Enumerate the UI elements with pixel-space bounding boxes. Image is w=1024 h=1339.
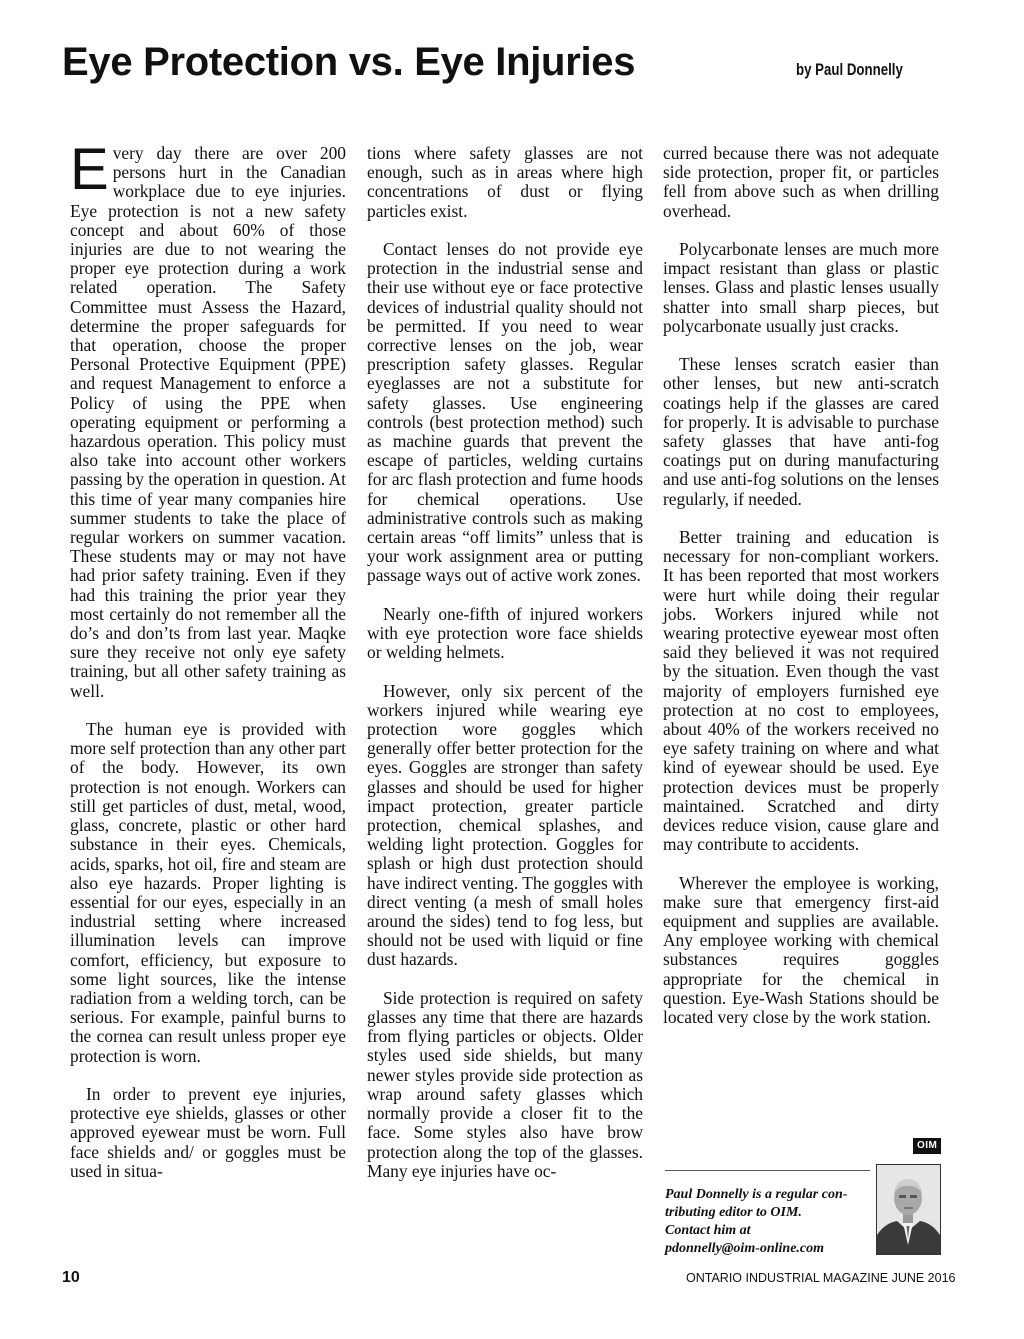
- paragraph: Contact lenses do not provide eye protection in the industrial sense and their use without eye or face protective devices of industrial quality should not be permitted. If you need to wear corrective lenses on the job, wear prescription safety glasses. Regular eyeglasses are not a substitute for safety glasses. Use engineering controls (best protection method) such as machine guards that prevent the escape of particles, welding curtains for arc flash protection and fume hoods for chemical operations. Use administrative controls such as making certain areas “off limits” unless that is your work assignment area or putting passage ways out of active work zones.: [367, 239, 643, 586]
- publication-footer: ONTARIO INDUSTRIAL MAGAZINE JUNE 2016: [686, 1271, 956, 1285]
- article-title: Eye Protection vs. Eye Injuries: [62, 40, 636, 84]
- paragraph: [70, 137, 346, 701]
- paragraph-text: very day there are over 200 persons hurt in the Canadian workplace due to eye injuries. Eye protection is not a new safety concept and about 60% of those injuries are due to not wearing the proper eye protection during a work related operation. The Safety Committee must Assess the Hazard, determine the proper safeguards for that operation, choose the proper Personal Protective Equipment (PPE) and request Management to enforce a Policy of using the PPE when operating equipment or performing a hazardous operation. This policy must also take into account other workers passing by the operation in question. At this time of year many companies hire summer students to take the place of regular workers on summer vacation. These students may or may not have had prior safety training. Even if they had this training the prior year they most certainly do not remember all the do’s and don’ts from last year. Maqke sure they receive not only eye safety training, but all other safety training as well.: [70, 143, 346, 701]
- author-photo: [876, 1164, 941, 1255]
- bio-line: Paul Donnelly is a regular con-: [665, 1187, 848, 1202]
- paragraph: Nearly one-fifth of injured workers with eye protection wore face shields or welding helmets.: [367, 603, 643, 663]
- paragraph: These lenses scratch easier than other lenses, but new anti-scratch coatings help if the glasses are cared for properly. It is advisable to purchase safety glasses that have anti-fog coatings put on during manufacturing and use anti-fog solutions on the lenses regularly, if needed.: [663, 354, 939, 509]
- paragraph: Better training and education is necessary for non-compliant workers. It has been reported that most workers were hurt while doing their regular jobs. Workers injured while not wearing protective eyewear most often said they believed it was not required by the situation. Even though the vast majority of employers furnished eye protection at no cost to employees, about 40% of the workers received no eye safety training on where and what kind of eyewear should be used. Eye protection devices must be properly maintained. Scratched and dirty devices reduce vision, cause glare and may contribute to accidents.: [663, 527, 939, 855]
- paragraph: Side protection is required on safety glasses any time that there are hazards from flying particles or objects. Older styles used side shields, but many newer styles provide side protection as wrap around safety glasses which normally provide a closer fit to the face. Some styles also have brow protection along the top of the glasses. Many eye injuries have oc-: [367, 987, 643, 1181]
- bio-line: Contact him at: [665, 1223, 751, 1238]
- author-byline: by Paul Donnelly: [796, 60, 903, 79]
- paragraph: However, only six percent of the workers injured while wearing eye protection wore goggles which generally offer better protection for the eyes. Goggles are stronger than safety glasses and should be used for higher impact protection, greater particle protection, chemical splashes, and welding light protection. Goggles for splash or high dust protection should have indirect venting. The goggles with direct venting (a mesh of small holes around the sides) tend to fog less, but should not be used with liquid or fine dust hazards.: [367, 680, 643, 970]
- author-bio: [665, 1186, 875, 1258]
- paragraph: Wherever the employee is working, make sure that emergency first-aid equipment and supplies are available. Any employee working with chemical substances requires goggles appropriate for the chemical in question. Eye-Wash Stations should be located very close by the work station.: [663, 872, 939, 1028]
- paragraph: The human eye is provided with more self protection than any other part of the body. However, its own protection is not enough. Workers can still get particles of dust, metal, wood, glass, concrete, plastic or other hard substance in their eyes. Chemicals, acids, sparks, hot oil, fire and steam are also eye hazards. Proper lighting is essential for our eyes, especially in an industrial setting where increased illumination levels can improve comfort, efficiency, but exposure to some light sources, like the intense radiation from a welding torch, can be serious. For example, painful burns to the cornea can result unless proper eye protection is worn.: [70, 719, 346, 1066]
- article-column-1: [70, 137, 346, 1200]
- article-column-3: [663, 144, 939, 1046]
- bio-email: pdonnelly@oim-online.com: [665, 1241, 825, 1256]
- page-number: 10: [62, 1269, 80, 1286]
- article-column-2: [367, 144, 643, 1200]
- bio-line: tributing editor to OIM.: [665, 1205, 802, 1220]
- paragraph: Polycarbonate lenses are much more impact resistant than glass or plastic lenses. Glass and plastic lenses usually shatter into small sharp pieces, but polycarbonate usually just cracks.: [663, 239, 939, 336]
- end-mark-badge: OIM: [913, 1138, 941, 1154]
- bio-divider: [665, 1170, 870, 1171]
- paragraph: curred because there was not adequate side protection, proper fit, or particles fell from above such as when drilling overhead.: [663, 143, 939, 221]
- paragraph: tions where safety glasses are not enough, such as in areas where high concentrations of dust or flying particles exist.: [367, 143, 643, 221]
- author-portrait-icon: [877, 1165, 940, 1254]
- drop-cap: E: [70, 137, 109, 202]
- paragraph: In order to prevent eye injuries, protective eye shields, glasses or other approved eyewear must be worn. Full face shields and/ or goggles must be used in situa-: [70, 1083, 346, 1181]
